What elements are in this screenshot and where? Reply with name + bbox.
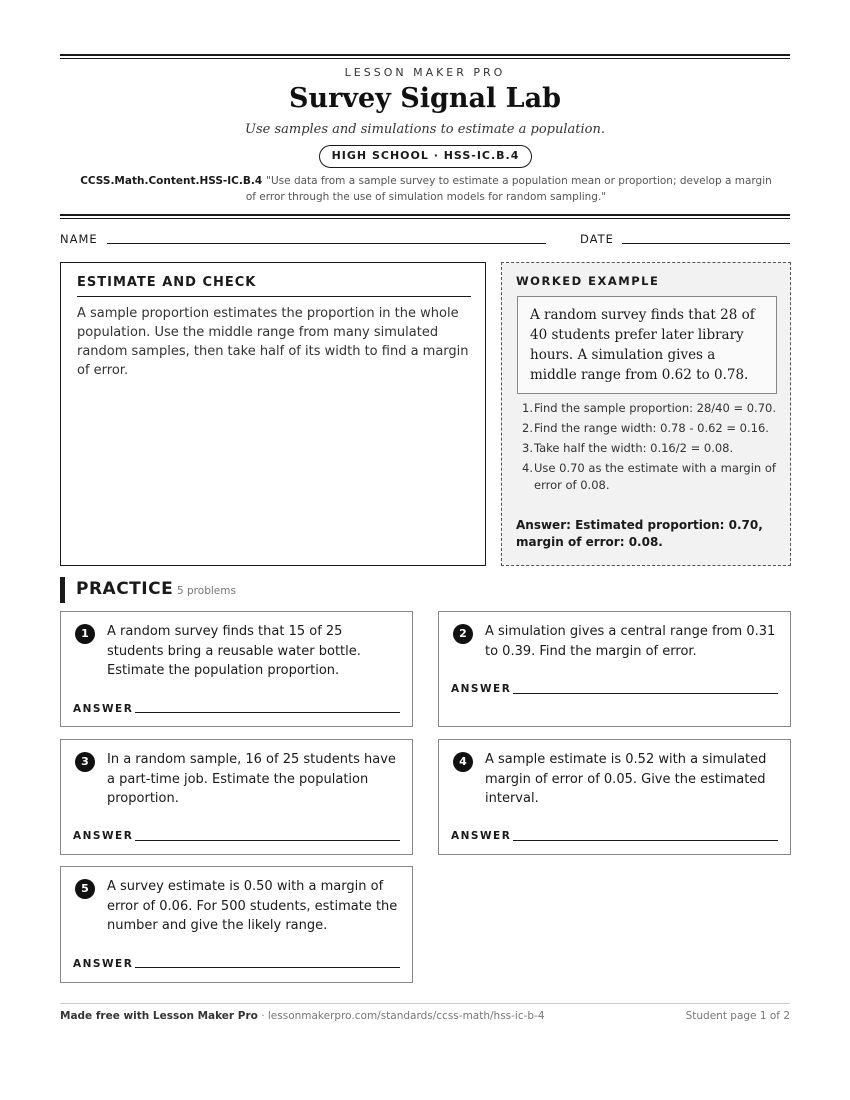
estimate-divider (77, 296, 471, 297)
problem-number-badge: 3 (75, 752, 95, 772)
worked-step-text: Use 0.70 as the estimate with a margin of error of 0.08. (534, 461, 776, 492)
standard-text: "Use data from a sample survey to estimate a population mean or proportion; develop a margin of error through the use of simulation models for random sampling." (245, 175, 772, 203)
worked-example-steps (516, 400, 786, 497)
problem-card-5 (60, 866, 413, 983)
answer-field-4[interactable] (513, 840, 778, 841)
answer-label: ANSWER (73, 830, 134, 842)
level-badge: HIGH SCHOOL · HSS-IC.B.4 (319, 145, 532, 168)
date-field[interactable] (622, 243, 790, 244)
worked-step-text: Find the range width: 0.78 - 0.62 = 0.16. (534, 421, 769, 435)
worked-step: 3. Take half the width: 0.16/2 = 0.08. (522, 441, 734, 455)
answer-label: ANSWER (73, 703, 134, 715)
worksheet-page (60, 0, 790, 1100)
name-label: NAME (60, 232, 98, 246)
footer-divider (60, 1003, 790, 1004)
worked-example-title: WORKED EXAMPLE (516, 274, 660, 288)
problem-text: A sample estimate is 0.52 with a simulated margin of error of 0.05. Give the estimated interval. (485, 752, 767, 806)
practice-title: PRACTICE (76, 579, 174, 599)
worked-example-answer: Answer: Estimated proportion: 0.70, margin of error: 0.08. (516, 518, 763, 549)
problem-text: A random survey finds that 15 of 25 students bring a reusable water bottle. Estimate the population proportion. (107, 624, 361, 678)
page-subtitle: Use samples and simulations to estimate a population. (245, 122, 605, 137)
answer-field-1[interactable] (135, 712, 400, 713)
worked-example-problem: A random survey finds that 28 of 40 students prefer later library hours. A simulation gives a middle range from 0.62 to 0.78. (517, 296, 777, 394)
estimate-and-check-box (60, 262, 486, 566)
worked-step: 1. Find the sample proportion: 28/40 = 0.70. (522, 401, 776, 415)
problem-text: A survey estimate is 0.50 with a margin of error of 0.06. For 500 students, estimate the number and give the likely range. (107, 879, 398, 933)
worked-example-box (501, 262, 791, 566)
estimate-body: A sample proportion estimates the proportion in the whole population. Use the middle range from many simulated random samples, then take half of its width to find a margin of error. (77, 306, 469, 378)
footer-credit (60, 1010, 545, 1022)
answer-field-2[interactable] (513, 693, 778, 694)
date-label: DATE (580, 232, 614, 246)
practice-accent-bar (60, 577, 65, 603)
problem-number-badge: 5 (75, 879, 95, 899)
answer-label: ANSWER (451, 830, 512, 842)
problem-card-3 (60, 739, 413, 855)
answer-field-5[interactable] (135, 967, 400, 968)
footer-page-number: Student page 1 of 2 (685, 1010, 790, 1022)
problem-card-2 (438, 611, 791, 727)
footer-made-with: Made free with Lesson Maker Pro (60, 1010, 258, 1022)
standard-code: CCSS.Math.Content.HSS-IC.B.4 (80, 175, 263, 187)
header-top-rule (60, 54, 790, 59)
problem-card-1 (60, 611, 413, 727)
problem-text: A simulation gives a central range from 0.31 to 0.39. Find the margin of error. (485, 624, 776, 659)
page-title: Survey Signal Lab (288, 83, 562, 114)
answer-label: ANSWER (73, 958, 134, 970)
problem-card-4 (438, 739, 791, 855)
problem-text: In a random sample, 16 of 25 students have a part-time job. Estimate the population proportion. (107, 752, 396, 806)
estimate-title: ESTIMATE AND CHECK (77, 275, 257, 290)
worked-step: 4. Use 0.70 as the estimate with a margin of error of 0.08. (522, 461, 776, 492)
worked-step-text: Take half the width: 0.16/2 = 0.08. (534, 441, 734, 455)
problem-number-badge: 1 (75, 624, 95, 644)
worked-step: 2. Find the range width: 0.78 - 0.62 = 0.16. (522, 421, 769, 435)
answer-label: ANSWER (451, 683, 512, 695)
answer-field-3[interactable] (135, 840, 400, 841)
footer-url[interactable]: · lessonmakerpro.com/standards/ccss-math/hss-ic-b-4 (257, 1010, 545, 1022)
header-bottom-rule (60, 214, 790, 219)
problem-number-badge: 2 (453, 624, 473, 644)
standard-statement (76, 173, 776, 205)
worked-step-text: Find the sample proportion: 28/40 = 0.70. (534, 401, 776, 415)
problem-number-badge: 4 (453, 752, 473, 772)
practice-count: 5 problems (177, 585, 236, 597)
brand-name: LESSON MAKER PRO (344, 66, 506, 79)
name-field[interactable] (107, 243, 546, 244)
